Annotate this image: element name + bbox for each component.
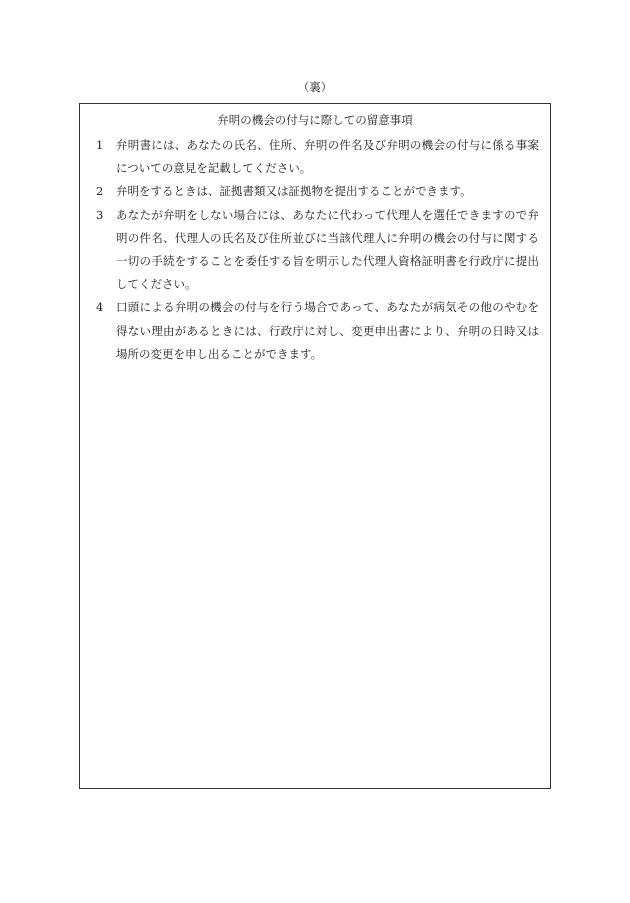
notice-item-number: 3 bbox=[96, 207, 104, 222]
notice-item-1 bbox=[96, 134, 539, 180]
notice-item-number: 4 bbox=[96, 300, 104, 315]
notice-list bbox=[96, 134, 539, 366]
notice-item-2 bbox=[96, 180, 539, 203]
notice-item-4 bbox=[96, 296, 539, 366]
page-side-marker: （裏） bbox=[297, 80, 333, 94]
notice-item-number: 2 bbox=[96, 184, 104, 199]
notice-item-text: 弁明書には、あなたの氏名、住所、弁明の件名及び弁明の機会の付与に係る事案についての意見を記載してください。 bbox=[116, 138, 539, 176]
notice-title: 弁明の機会の付与に際しての留意事項 bbox=[217, 113, 413, 127]
notice-item-text: あなたが弁明をしない場合には、あなたに代わって代理人を選任できますので弁明の件名、代理人の氏名及び住所並びに当該代理人に弁明の機会の付与に関する一切の手続をすることを委任する旨を明示した代理人資格証明書を行政庁に提出してください。 bbox=[116, 207, 539, 292]
notice-item-text: 弁明をするときは、証拠書類又は証拠物を提出することができます。 bbox=[116, 184, 472, 199]
notice-item-number: 1 bbox=[96, 138, 104, 152]
notice-item-3 bbox=[96, 204, 539, 297]
notice-box bbox=[79, 103, 551, 789]
notice-item-text: 口頭による弁明の機会の付与を行う場合であって、あなたが病気その他のやむを得ない理由があるときには、行政庁に対し、変更申出書により、弁明の日時又は場所の変更を申し出ることができます。 bbox=[116, 300, 539, 361]
